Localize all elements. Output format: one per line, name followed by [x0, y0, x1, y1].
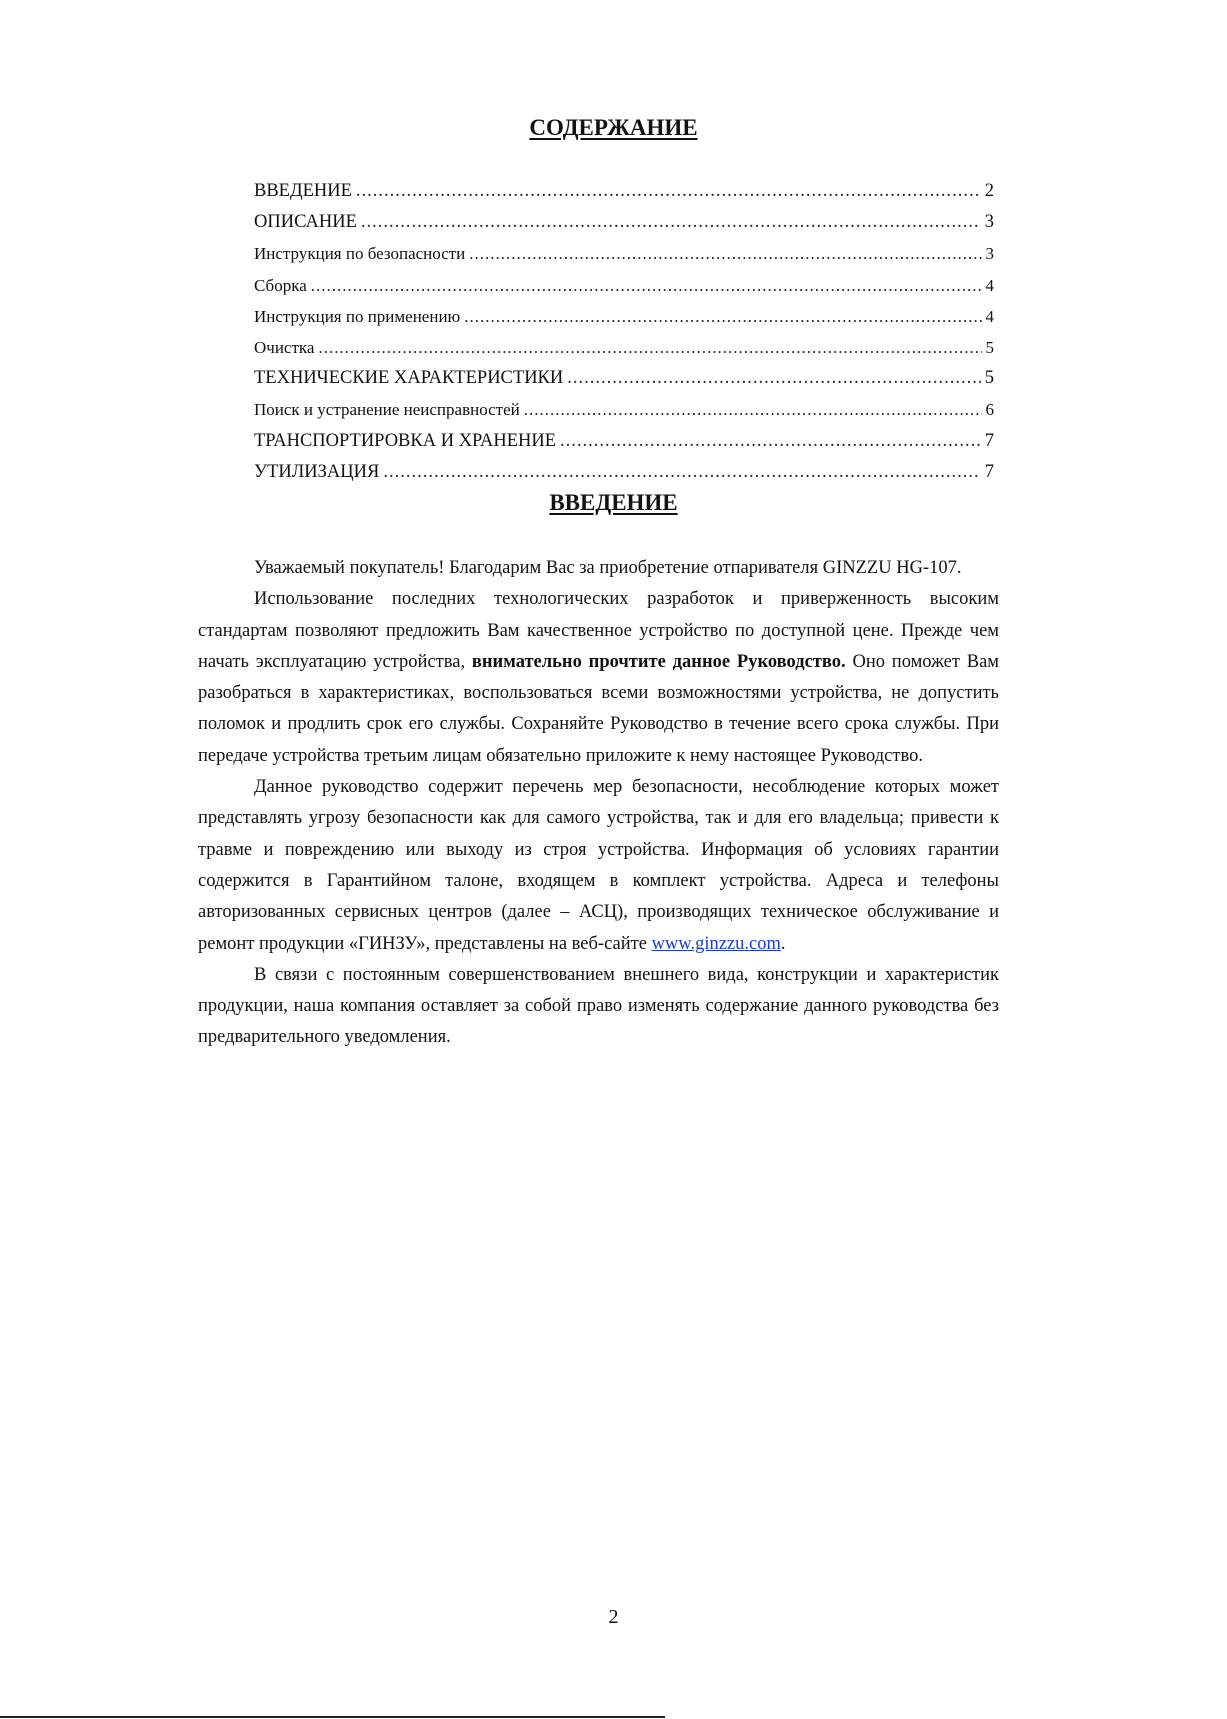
toc-leader-dots [361, 207, 981, 238]
toc-entry[interactable] [254, 394, 994, 425]
toc-entry-page: 5 [984, 368, 994, 389]
toc-leader-dots [356, 176, 981, 207]
toc-heading: СОДЕРЖАНИЕ [529, 115, 698, 140]
toc-entry-page: 7 [984, 430, 994, 451]
toc-entry-title: ТРАНСПОРТИРОВКА И ХРАНЕНИЕ [254, 430, 557, 451]
intro-paragraph-2 [198, 584, 999, 772]
toc-entry-title: Инструкция по применению [254, 306, 461, 326]
toc-leader-dots [383, 457, 980, 488]
toc-leader-dots [311, 270, 982, 301]
website-link[interactable]: www.ginzzu.com [651, 933, 781, 954]
toc-leader-dots [567, 363, 980, 394]
toc-leader-dots [560, 426, 981, 457]
intro-paragraph-3 [198, 772, 999, 960]
toc-entry-page: 4 [985, 306, 994, 326]
toc-leader-dots [318, 332, 981, 363]
toc-entry[interactable] [254, 426, 994, 457]
toc-entry-title: Сборка [254, 275, 307, 295]
intro-paragraph-2-text: Использование последних технологических разработок и приверженность высоким стандартам позволяют предложить Вам качественное устройство по доступной цене. Прежде чем начать эксплуатацию устройства, [198, 589, 999, 672]
toc-entry-title: УТИЛИЗАЦИЯ [254, 461, 380, 482]
toc-entry-title: Очистка [254, 337, 315, 357]
table-of-contents [254, 176, 994, 488]
toc-entry-page: 2 [984, 181, 994, 201]
toc-entry[interactable] [254, 238, 994, 269]
toc-leader-dots [524, 394, 982, 425]
toc-entry-page: 7 [984, 461, 994, 482]
toc-entry[interactable] [254, 332, 994, 363]
intro-heading: ВВЕДЕНИЕ [549, 490, 678, 515]
page-number: 2 [608, 1606, 619, 1628]
intro-body [198, 553, 999, 1054]
intro-paragraph-3-end: . [780, 933, 786, 954]
intro-paragraph-4: В связи с постоянным совершенствованием внешнего вида, конструкции и характеристик продукции, наша компания оставляет за собой право изменять содержание данного руководства без предварительного уведомления. [198, 964, 999, 1048]
toc-entry[interactable] [254, 207, 994, 238]
bottom-divider [0, 1716, 665, 1718]
toc-entry[interactable] [254, 457, 994, 488]
toc-leader-dots [464, 301, 981, 332]
toc-entry-page: 3 [984, 212, 994, 233]
toc-entry[interactable] [254, 270, 994, 301]
toc-entry-page: 5 [985, 337, 994, 357]
intro-paragraph-1: Уважаемый покупатель! Благодарим Вас за приобретение отпаривателя GINZZU HG-107. [254, 558, 962, 578]
intro-paragraph-2-text-cont: Оно поможет Вам разобраться в характеристиках, воспользоваться всеми возможностями устройства, не допустить поломок и продлить срок его службы. Сохраняйте Руководство в течение всего срока службы. При передаче устройства третьим лицам обязательно приложите к нему настоящее Руководство. [198, 651, 999, 766]
toc-entry-title: Поиск и устранение неисправностей [254, 400, 520, 420]
toc-leader-dots [469, 238, 981, 269]
intro-paragraph-3-text: Данное руководство содержит перечень мер безопасности, несоблюдение которых может представлять угрозу безопасности как для самого устройства, так и для его владельца; привести к травме и повреждению или выходу из строя устройства. Информация об условиях гарантии содержится в Гарантийном талоне, входящем в комплект устройства. Адреса и телефоны авторизованных сервисных центров (далее – АСЦ), производящих техническое обслуживание и ремонт продукции «ГИНЗУ», представлены на веб-сайте [198, 777, 999, 954]
toc-entry[interactable] [254, 176, 994, 207]
toc-entry[interactable] [254, 301, 994, 332]
toc-entry[interactable] [254, 363, 994, 394]
toc-entry-title: ОПИСАНИЕ [254, 212, 357, 233]
toc-entry-title: ТЕХНИЧЕСКИЕ ХАРАКТЕРИСТИКИ [254, 368, 564, 389]
intro-paragraph-2-emphasis: внимательно прочтите данное Руководство. [471, 651, 846, 672]
toc-entry-page: 6 [985, 400, 994, 420]
toc-entry-page: 4 [985, 275, 994, 295]
toc-entry-page: 3 [985, 244, 994, 264]
toc-entry-title: Инструкция по безопасности [254, 244, 466, 264]
toc-entry-title: ВВЕДЕНИЕ [254, 181, 352, 201]
